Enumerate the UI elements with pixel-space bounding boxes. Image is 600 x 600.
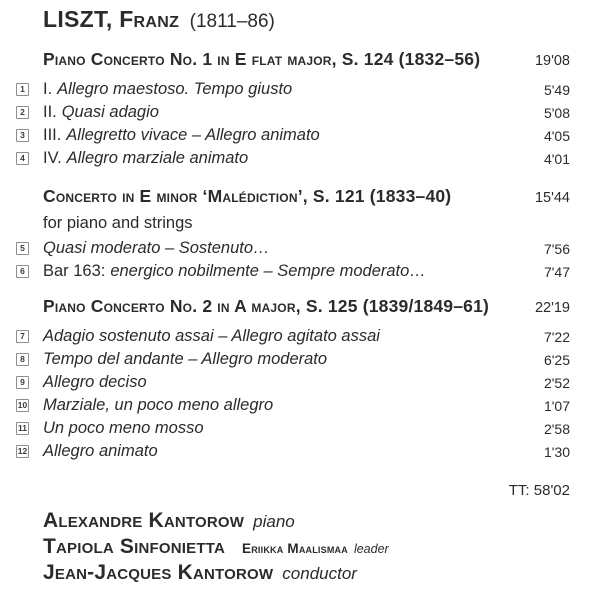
track-title <box>43 373 544 392</box>
track-title-prefix: III. <box>43 126 62 144</box>
work-title-row <box>43 49 570 75</box>
work-section-concerto-2 <box>0 296 570 463</box>
track-duration: 4'01 <box>543 150 570 167</box>
track-number-box: 12 <box>17 446 28 457</box>
track-number-box: 5 <box>16 242 29 255</box>
conductor-name: Jean-Jacques Kantorow <box>43 561 274 584</box>
performer-role: piano <box>253 512 295 531</box>
track-title-tempo: Quasi moderato – Sostenuto… <box>43 239 270 257</box>
track-title-prefix: Bar 163: <box>43 262 106 280</box>
track-title-prefix: I. <box>43 80 53 98</box>
track-title <box>43 239 544 258</box>
track-title <box>43 126 544 145</box>
track-row <box>0 440 570 463</box>
track-number-box: 11 <box>18 423 27 434</box>
work-section-malediction <box>0 186 570 283</box>
track-title-tempo: Allegro maestoso. Tempo giusto <box>57 80 293 98</box>
track-duration: 1'07 <box>543 397 570 414</box>
track-title-tempo: Quasi adagio <box>61 103 159 121</box>
track-duration: 5'49 <box>543 81 570 98</box>
credits-block <box>43 509 389 587</box>
orchestra-name: Tapiola Sinfonietta <box>43 535 226 558</box>
track-row <box>0 325 570 348</box>
track-title <box>43 149 544 168</box>
track-number-box: 8 <box>16 353 29 366</box>
track-number-box: 3 <box>16 129 29 142</box>
work-subtitle: for piano and strings <box>43 214 193 232</box>
track-list <box>0 78 570 170</box>
track-row <box>0 78 570 101</box>
work-title: Piano Concerto No. 2 in A major, S. 125 (1839/1849–61) <box>43 296 490 316</box>
track-title-prefix: IV. <box>43 149 62 167</box>
credit-orchestra <box>43 535 389 561</box>
track-title <box>43 327 544 346</box>
track-duration: 7'22 <box>543 328 570 345</box>
track-row <box>0 417 570 440</box>
track-row <box>0 147 570 170</box>
track-title-tempo: energico nobilmente – Sempre moderato… <box>110 262 426 280</box>
total-time: TT: 58'02 <box>508 482 570 499</box>
track-number-box: 7 <box>16 330 29 343</box>
composer-name: LISZT, Franz <box>43 6 180 32</box>
work-section-concerto-1 <box>0 49 570 170</box>
track-row <box>0 237 570 260</box>
track-duration: 7'47 <box>543 263 570 280</box>
track-duration: 5'08 <box>543 104 570 121</box>
track-duration: 4'05 <box>543 127 570 144</box>
track-row <box>0 348 570 371</box>
track-duration: 6'25 <box>543 351 570 368</box>
track-duration: 7'56 <box>543 240 570 257</box>
track-row <box>0 394 570 417</box>
work-title: Piano Concerto No. 1 in E flat major, S. 124 (1832–56) <box>43 49 481 69</box>
work-duration: 22'19 <box>534 300 570 316</box>
track-number-box: 4 <box>16 152 29 165</box>
track-title-prefix: II. <box>43 103 57 121</box>
performer-name: Alexandre Kantorow <box>43 509 245 532</box>
track-title-tempo: Tempo del andante – Allegro moderato <box>43 350 328 368</box>
track-number-box: 6 <box>16 265 29 278</box>
composer-dates: (1811–86) <box>189 11 275 32</box>
track-title-tempo: Allegretto vivace – Allegro animato <box>66 126 320 144</box>
track-row <box>0 101 570 124</box>
track-duration: 1'30 <box>543 443 570 460</box>
track-number-box: 2 <box>16 106 29 119</box>
track-row <box>0 124 570 147</box>
track-list <box>0 237 570 283</box>
work-duration: 19'08 <box>534 53 570 69</box>
track-row <box>0 260 570 283</box>
track-number-box: 10 <box>17 400 28 411</box>
work-title-row <box>43 296 570 322</box>
track-title <box>43 396 544 415</box>
track-duration: 2'58 <box>543 420 570 437</box>
track-number-box: 1 <box>16 83 29 96</box>
track-title-tempo: Adagio sostenuto assai – Allegro agitato assai <box>43 327 380 345</box>
leader-name: Eriikka Maalismaa <box>242 541 348 556</box>
track-title <box>43 442 544 461</box>
track-title-tempo: Allegro animato <box>43 442 158 460</box>
track-number-box: 9 <box>16 376 29 389</box>
leader-role: leader <box>353 542 389 556</box>
credit-soloist <box>43 509 389 535</box>
track-title <box>43 103 544 122</box>
track-title-tempo: Allegro deciso <box>43 373 147 391</box>
track-title <box>43 262 544 281</box>
track-title <box>43 419 544 438</box>
track-duration: 2'52 <box>543 374 570 391</box>
track-row <box>0 371 570 394</box>
credit-conductor <box>43 561 389 587</box>
track-title-tempo: Allegro marziale animato <box>66 149 249 167</box>
composer-header <box>43 6 275 33</box>
work-duration: 15'44 <box>534 190 570 206</box>
work-title-row <box>43 186 570 212</box>
work-title: Concerto in E minor ‘Malédiction’, S. 121 (1833–40) <box>43 186 452 206</box>
track-list <box>0 325 570 463</box>
track-title-tempo: Un poco meno mosso <box>43 419 204 437</box>
conductor-role: conductor <box>282 564 357 583</box>
track-title-tempo: Marziale, un poco meno allegro <box>43 396 274 414</box>
track-title <box>43 80 544 99</box>
track-title <box>43 350 544 369</box>
